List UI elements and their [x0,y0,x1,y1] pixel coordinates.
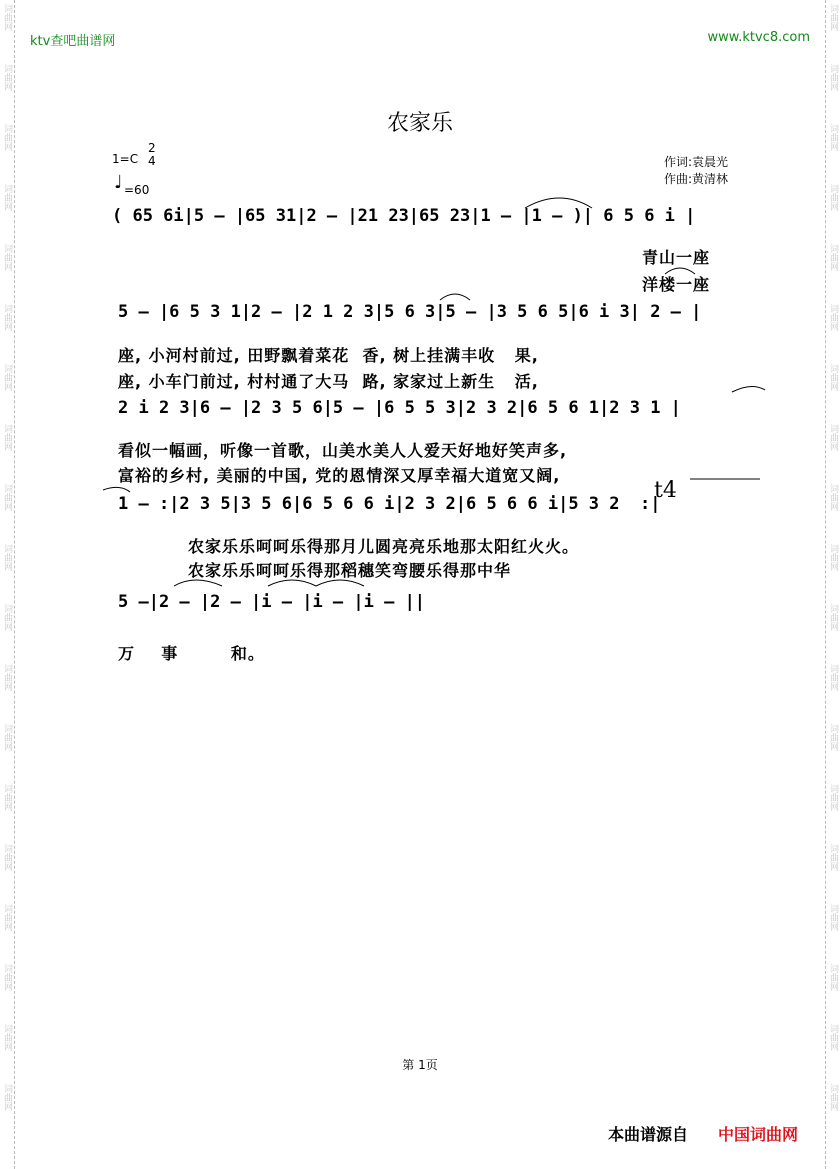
margin-watermark: 词曲网 [828,364,838,391]
margin-watermark: 词曲网 [828,64,838,91]
page-number: 第 1页 [402,1058,438,1072]
margin-watermark: 词曲网 [2,1084,12,1111]
margin-watermark: 词曲网 [2,1024,12,1051]
tempo-marking: =60 [124,183,150,197]
margin-watermark: 词曲网 [2,484,12,511]
score-line-3-notes: 2 i 2 3|6 – |2 3 5 6|5 – |6 5 5 3|2 3 2|6 5 6 1|2 3 1 | [118,398,681,418]
composer-credit: 作曲:黄清林 [664,172,729,186]
margin-watermark: 词曲网 [2,4,12,31]
key-signature: 1=C [112,152,139,166]
margin-watermark: 词曲网 [828,544,838,571]
margin-watermark: 词曲网 [2,304,12,331]
margin-watermark: 词曲网 [828,664,838,691]
score-line-5-notes: 5 –|2 – |2 – |i – |i – |i – || [118,592,426,612]
quarter-note-icon: ♩ [114,172,123,193]
margin-watermark: 词曲网 [2,184,12,211]
score-line-1-notes: ( 65 6i|5 – |65 31|2 – |21 23|65 23|1 – |1 – )| 6 5 6 i | [112,206,696,226]
margin-watermark: 词曲网 [828,904,838,931]
margin-watermark: 词曲网 [2,844,12,871]
score-line-3-lyric-verse-1: 看似一幅画，听像一首歌，山美水美人人爱天好地好笑声多, [118,441,568,460]
margin-watermark: 词曲网 [828,1024,838,1051]
margin-watermark: 词曲网 [828,964,838,991]
score-line-2-notes: 5 – |6 5 3 1|2 – |2 1 2 3|5 6 3|5 – |3 5 6 5|6 i 3| 2 – | [118,302,702,322]
margin-watermark: 词曲网 [828,784,838,811]
margin-watermark: 词曲网 [2,604,12,631]
time-signature-top: 2 [148,141,156,155]
margin-watermark: 词曲网 [828,844,838,871]
margin-watermark: 词曲网 [2,964,12,991]
score-line-1-lyric-verse-2: 洋楼一座 [642,275,711,294]
score-line-4-notes: 1 – :|2 3 5|3 5 6|6 5 6 6 i|2 3 2|6 5 6 6 i|5 3 2 :| [118,494,661,514]
margin-watermark: 词曲网 [2,124,12,151]
margin-watermark: 词曲网 [2,664,12,691]
margin-watermark: 词曲网 [2,64,12,91]
margin-watermark: 词曲网 [828,184,838,211]
margin-watermark: 词曲网 [828,484,838,511]
margin-watermark: 词曲网 [828,604,838,631]
margin-watermark: 词曲网 [2,784,12,811]
margin-watermark: 词曲网 [828,424,838,451]
source-label: 本曲谱源自 [608,1125,689,1144]
score-line-3-lyric-verse-2: 富裕的乡村, 美丽的中国, 党的恩情深又厚幸福大道宽又阔, [118,466,561,485]
margin-watermark: 词曲网 [828,724,838,751]
margin-watermark: 词曲网 [828,304,838,331]
source-site-link[interactable]: 中国词曲网 [718,1125,799,1144]
margin-watermark: 词曲网 [2,364,12,391]
song-title: 农家乐 [386,111,453,136]
margin-watermark: 词曲网 [828,124,838,151]
score-line-2-lyric-verse-1: 座, 小河村前过, 田野飘着菜花 香, 树上挂满丰收 果, [118,346,539,365]
margin-watermark: 词曲网 [2,424,12,451]
margin-watermark: 词曲网 [2,904,12,931]
score-line-5-lyric: 万 事 和。 [118,644,265,663]
margin-watermark: 词曲网 [828,4,838,31]
margin-watermark: 词曲网 [2,244,12,271]
lyricist-credit: 作词:袁晨光 [664,155,729,169]
score-line-4-lyric-verse-1: 农家乐乐呵呵乐得那月儿圆亮亮乐地那太阳红火火。 [188,537,580,556]
margin-watermark: 词曲网 [2,724,12,751]
score-line-1-lyric-verse-1: 青山一座 [642,248,711,267]
header-site-url[interactable]: www.ktvc8.com [707,30,810,45]
score-line-2-lyric-verse-2: 座, 小车门前过, 村村通了大马 路, 家家过上新生 活, [118,372,539,391]
time-signature-bottom: 4 [148,154,156,168]
margin-watermark: 词曲网 [828,244,838,271]
margin-watermark: 词曲网 [828,1084,838,1111]
header-site-name[interactable]: ktv查吧曲谱网 [30,34,116,49]
stray-mark: t4 [654,478,677,503]
margin-watermark: 词曲网 [2,544,12,571]
score-line-4-lyric-verse-2: 农家乐乐呵呵乐得那稻穗笑弯腰乐得那中华 [188,561,512,580]
